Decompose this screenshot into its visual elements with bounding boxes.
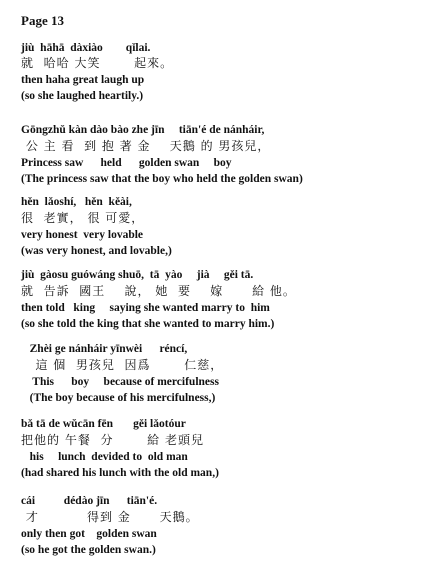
gloss-line: his lunch devided to old man bbox=[21, 451, 188, 463]
translation-line: (was very honest, and lovable,) bbox=[21, 245, 172, 257]
translation-line: (so she laughed heartily.) bbox=[21, 90, 144, 102]
hanzi-line: 就 告訴 國王 說， 她 要 嫁 給 他。 bbox=[21, 284, 296, 298]
gloss-line: Princess saw held golden swan boy bbox=[21, 157, 232, 169]
page-number: Page 13 bbox=[21, 13, 64, 28]
hanzi-line: 才 得到 金 天鵝。 bbox=[21, 510, 199, 524]
hanzi-line: 就 哈哈 大笑 起來。 bbox=[21, 56, 174, 70]
hanzi-line: 這 個 男孩兒 因爲 仁慈， bbox=[21, 358, 224, 372]
translation-line: (so she told the king that she wanted to marry him.) bbox=[21, 318, 275, 330]
gloss-line: then haha great laugh up bbox=[21, 74, 145, 86]
translation-line: (so he got the golden swan.) bbox=[21, 544, 156, 556]
pinyin-line: Zhèi ge nánháir yīnwèi réncí, bbox=[21, 343, 188, 355]
translation-line: (had shared his lunch with the old man,) bbox=[21, 467, 219, 479]
hanzi-line: 很 老實， 很 可愛， bbox=[21, 211, 145, 225]
pinyin-line: hěn lǎoshí, hěn kěài, bbox=[21, 196, 132, 208]
pinyin-line: jiù gàosu guówáng shuō, tā yào jià gěi tā. bbox=[21, 269, 254, 281]
pinyin-line: bǎ tā de wǔcān fēn gěi lǎotóur bbox=[21, 418, 186, 430]
gloss-line: very honest very lovable bbox=[21, 229, 144, 241]
gloss-line: This boy because of mercifulness bbox=[21, 376, 219, 388]
pinyin-line: cái dédào jīn tiān'é. bbox=[21, 495, 158, 507]
hanzi-line: 把他的 午餐 分 給 老頭兒 bbox=[21, 433, 204, 447]
translation-line: (The boy because of his mercifulness,) bbox=[21, 392, 216, 404]
pinyin-line: jiù hāhā dàxiào qǐlai. bbox=[21, 42, 151, 54]
translation-line: (The princess saw that the boy who held the golden swan) bbox=[21, 173, 303, 185]
gloss-line: only then got golden swan bbox=[21, 528, 157, 540]
gloss-line: then told king saying she wanted marry to him bbox=[21, 302, 270, 314]
pinyin-line: Gōngzhǔ kàn dào bào zhe jīn tiān'é de nánháir, bbox=[21, 124, 265, 136]
hanzi-line: 公 主 看 到 抱 著 金 天鵝 的 男孩兒， bbox=[21, 139, 271, 153]
